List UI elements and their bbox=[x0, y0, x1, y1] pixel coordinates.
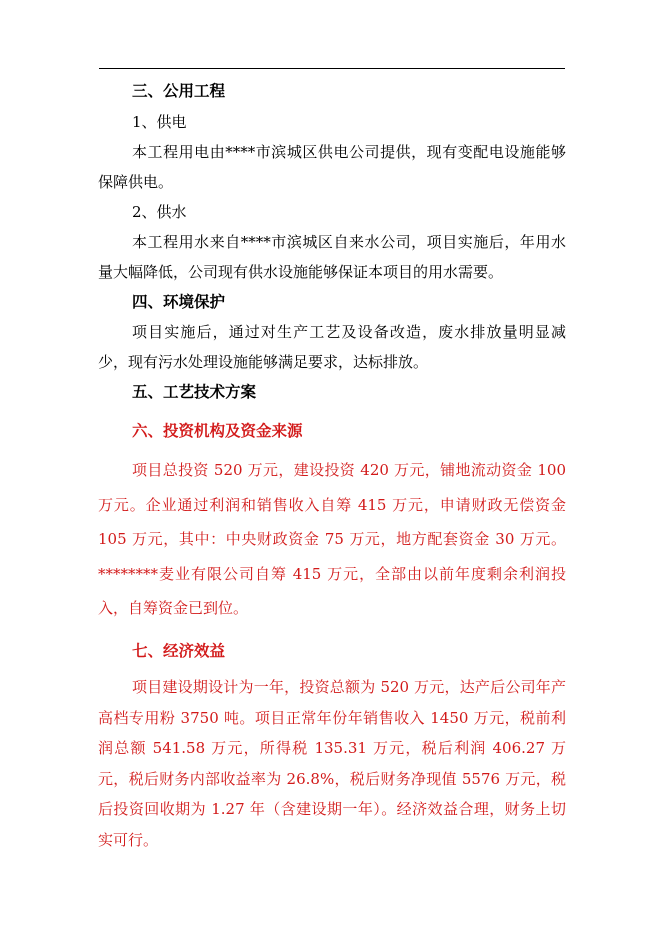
subheading-water-supply: 2、供水 bbox=[132, 203, 187, 221]
header-rule bbox=[99, 68, 565, 69]
paragraph-investment-funding: 项目总投资 520 万元，建设投资 420 万元，铺地流动资金 100 万元。企业通过利润和销售收入自筹 415 万元，申请财政无偿资金 105 万元，其中：中央财政资金 75 万元，地方配套资金 30 万元。********麦业有限公司自筹 415 万元，全部由以前年度剩余利润投入，自筹资金已到位。 bbox=[98, 461, 566, 617]
heading-investment-funding: 六、投资机构及资金来源 bbox=[132, 421, 303, 440]
paragraph-economic-benefits: 项目建设期设计为一年，投资总额为 520 万元，达产后公司年产高档专用粉 3750 吨。项目正常年份年销售收入 1450 万元，税前利润总额 541.58 万元，所得税 135.31 万元，税后利润 406.27 万元，税后财务内部收益率为 26.8%，税后财务净现值 5576 万元，税后投资回收期为 1.27 年（含建设期一年）。经济效益合理，财务上切实可行。 bbox=[98, 678, 566, 849]
heading-public-works: 三、公用工程 bbox=[132, 81, 226, 100]
paragraph-environmental-protection: 项目实施后，通过对生产工艺及设备改造，废水排放量明显减少，现有污水处理设施能够满足要求，达标排放。 bbox=[98, 323, 566, 371]
heading-economic-benefits: 七、经济效益 bbox=[132, 641, 226, 660]
subheading-power-supply: 1、供电 bbox=[132, 113, 187, 131]
heading-environmental-protection: 四、环境保护 bbox=[132, 292, 226, 311]
paragraph-water-supply: 本工程用水来自****市滨城区自来水公司，项目实施后，年用水量大幅降低，公司现有供水设施能够保证本项目的用水需要。 bbox=[98, 233, 566, 281]
paragraph-power-supply: 本工程用电由****市滨城区供电公司提供，现有变配电设施能够保障供电。 bbox=[98, 143, 566, 191]
heading-process-technology: 五、工艺技术方案 bbox=[132, 382, 257, 401]
